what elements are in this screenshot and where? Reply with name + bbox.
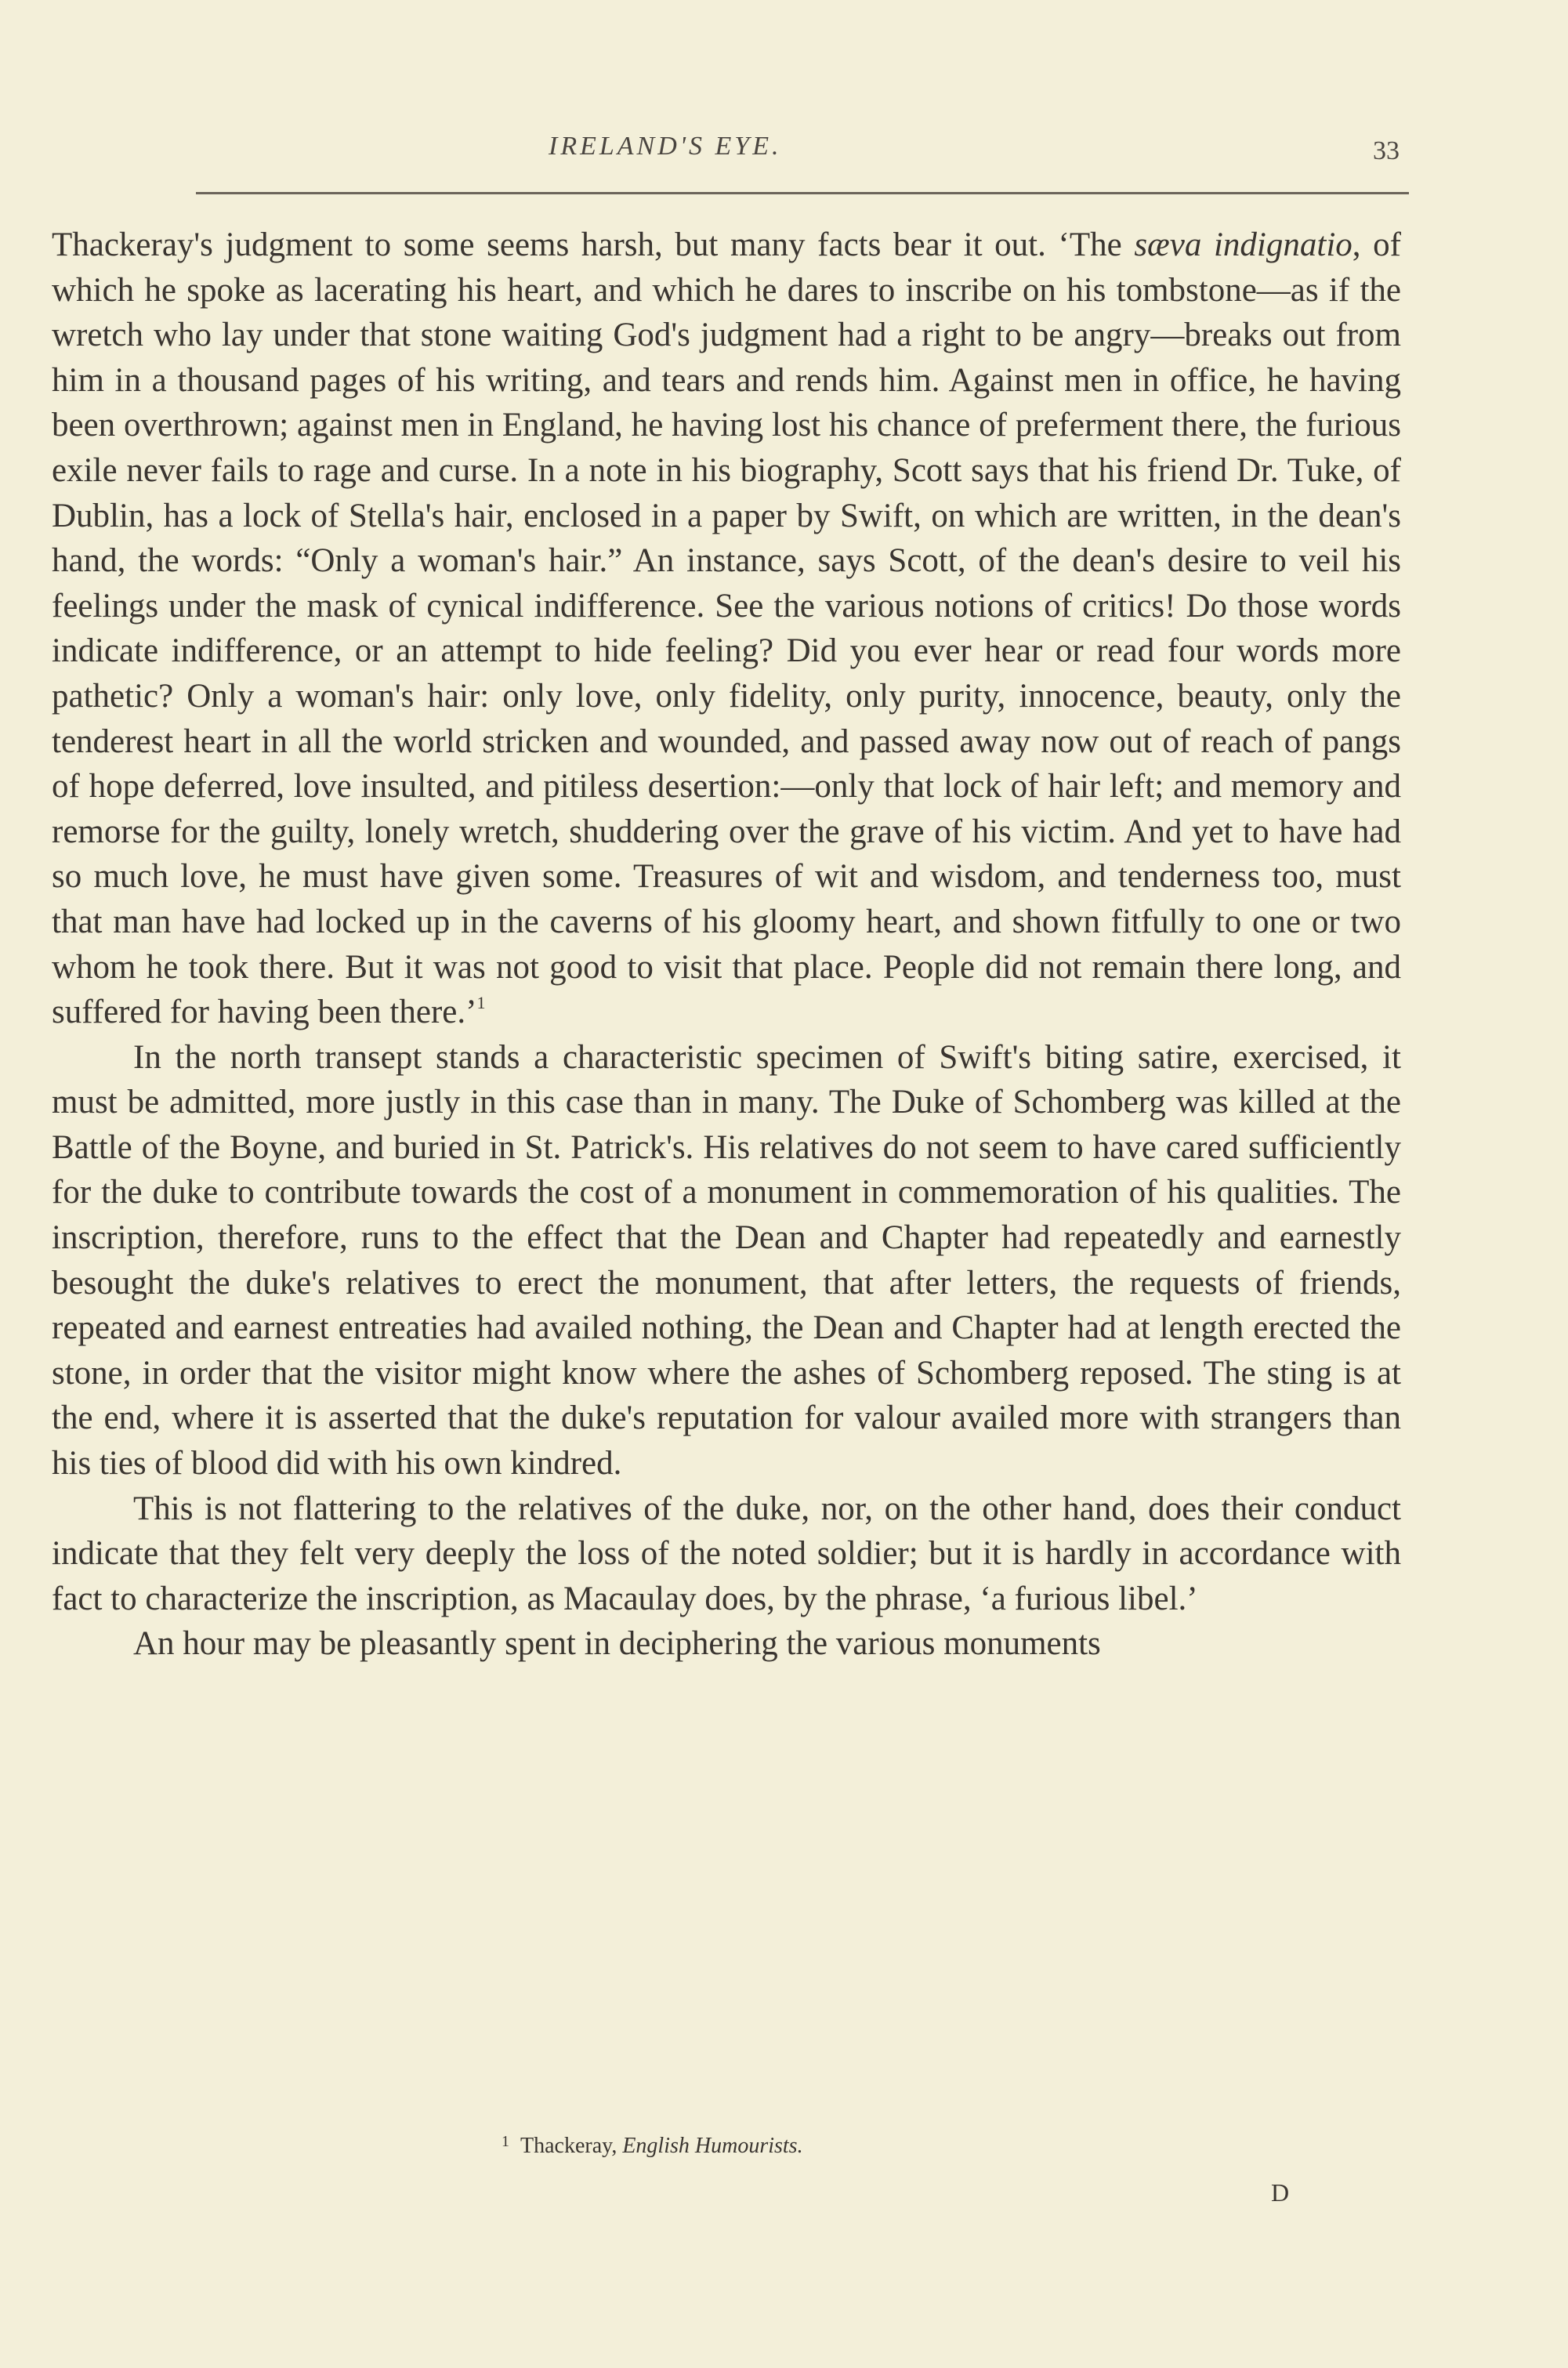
header-rule [196, 192, 1409, 194]
footnote-work: English Humourists. [622, 2134, 803, 2158]
body-text [52, 223, 1401, 1667]
paragraph-1 [52, 223, 1401, 1035]
paragraph-4: An hour may be pleasantly spent in deciphering the various monuments [133, 1625, 1101, 1663]
paragraph-2: In the north transept stands a characteristic specimen of Swift's biting satire, exercised, it must be admitted, more justly in this case than in many. The Duke of Schomberg was killed at the Battle of the Boyne, and buried in St. Patrick's. His relatives do not seem to have cared sufficiently for the duke to contribute towards the cost of a monument in commemoration of his qualities. The inscription, therefore, runs to the effect that the Dean and Chapter had repeatedly and earnestly besought the duke's relatives to erect the monument, that after letters, the requests of friends, repeated and earnest entreaties had availed nothing, the Dean and Chapter had at length erected the stone, in order that the visitor might know where the ashes of Schomberg reposed. The sting is at the end, where it is asserted that the duke's reputation for valour availed more with strangers than his ties of blood did with his own kindred. [52, 1038, 1401, 1483]
footnote-reference: 1 [476, 993, 486, 1013]
paragraph-1-after: , of which he spoke as lacerating his heart, and which he dares to inscribe on his tombstone—as if the wretch who lay under that stone waiting God's judgment had a right to be angry—breaks out from him in a thousand pages of his writing, and tears and rends him. Against men in office, he having been overthrown; against men in England, he having lost his chance of preferment there, the furious exile never fails to rage and curse. In a note in his biography, Scott says that his friend Dr. Tuke, of Dublin, has a lock of Stella's hair, enclosed in a paper by Swift, on which are written, in the dean's hand, the words: “Only a woman's hair.” An instance, says Scott, of the dean's desire to veil his feelings under the mask of cynical indifference. See the various notions of critics! Do those words indicate indifference, or an attempt to hide feeling? Did you ever hear or read four words more pathetic? Only a woman's hair: only love, only fidelity, only purity, innocence, beauty, only the tenderest heart in all the world stricken and wounded, and passed away now out of reach of pangs of hope deferred, love insulted, and pitiless desertion:—only that lock of hair left; and memory and remorse for the guilty, lonely wretch, shuddering over the grave of his victim. And yet to have had so much love, he must have given some. Treasures of wit and wisdom, and tenderness too, must that man have had locked up in the caverns of his gloomy heart, and shown fitfully to one or two whom he took there. But it was not good to visit that place. People did not remain there long, and suffered for having been there.’ [52, 226, 1401, 1031]
footnote [502, 2133, 803, 2159]
latin-phrase: sæva indignatio [1134, 226, 1353, 263]
running-head [0, 132, 1568, 179]
footnote-author: Thackeray, [520, 2134, 617, 2158]
paragraph-1-before: Thackeray's judgment to some seems harsh, but many facts bear it out. ‘The [52, 226, 1135, 263]
page-number: 33 [1373, 136, 1400, 165]
signature-mark: D [1271, 2178, 1290, 2207]
footnote-mark: 1 [502, 2133, 509, 2150]
running-title: IRELAND'S EYE. [549, 132, 782, 161]
paragraph-3: This is not flattering to the relatives of the duke, nor, on the other hand, does their conduct indicate that they felt very deeply the loss of the noted soldier; but it is hardly in accordance with fact to characterize the inscription, as Macaulay does, by the phrase, ‘a furious libel.’ [52, 1490, 1401, 1617]
